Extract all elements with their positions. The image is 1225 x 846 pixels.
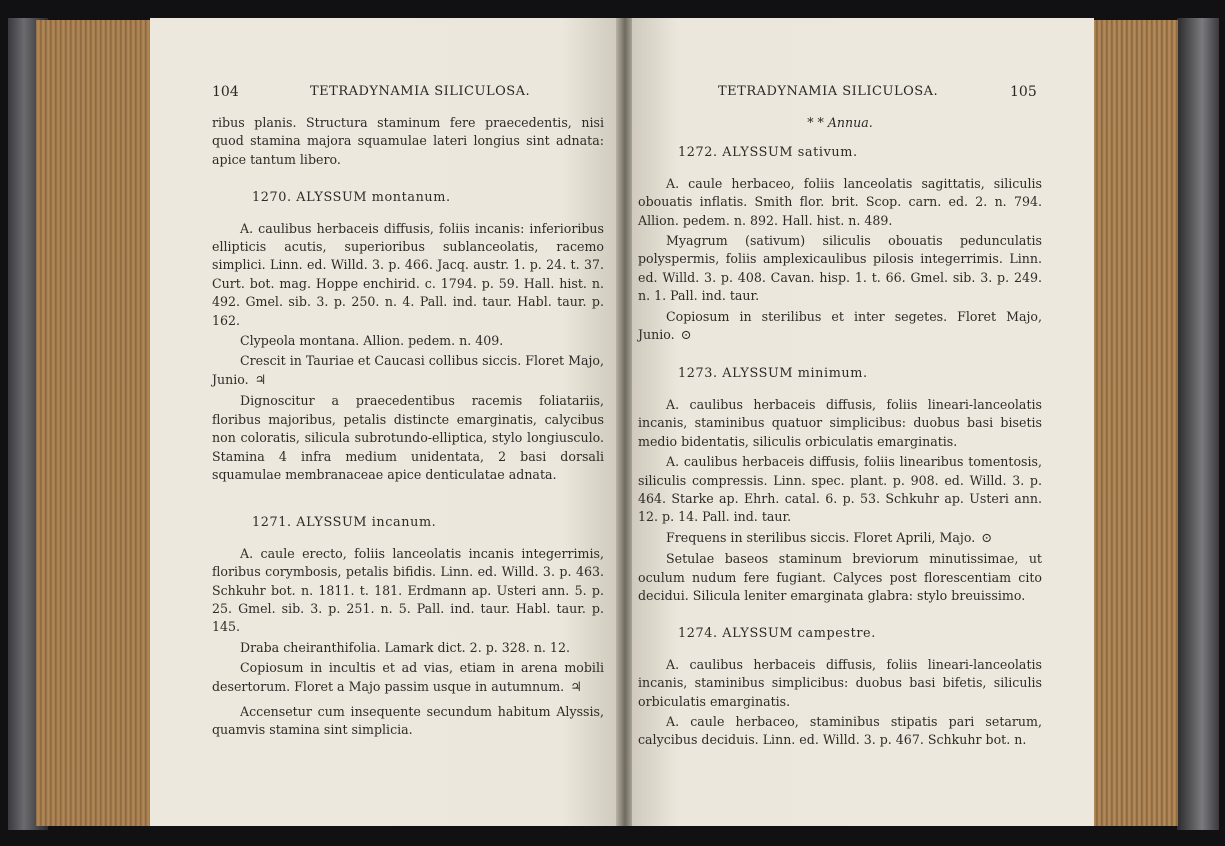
running-head: TETRADYNAMIA SILICULOSA.: [718, 84, 939, 99]
running-head: TETRADYNAMIA SILICULOSA.: [310, 84, 531, 99]
page-number: 104: [212, 84, 239, 100]
paragraph: A. caule erecto, foliis lanceolatis incanis integerrimis, floribus corymbosis, petalis bifidis. Linn. ed. Willd. 3. p. 463. Schkuhr bot. n. 1811. t. 181. Erdmann ap. Usteri ann. 5. p. 25. Gmel. sib. 3. p. 251. n. 5. Pall. ind. taur. Habl. taur. p. 145.: [212, 545, 604, 635]
paragraph-text: Frequens in sterilibus siccis. Floret Aprili, Majo.: [666, 529, 976, 545]
paragraph: [638, 308, 1042, 346]
paragraph: Myagrum (sativum) siliculis obouatis pedunculatis polyspermis, foliis amplexicaulibus pilosis integerrimis. Linn. ed. Willd. 3. p. 408. Cavan. hisp. 1. t. 66. Gmel. sib. 3. p. 249. n. 1. Pall. ind. taur.: [638, 233, 1042, 304]
paragraph: A. caule herbaceo, staminibus stipatis pari setarum, calycibus deciduis. Linn. ed. Willd. 3. p. 467. Schkuhr bot. n.: [638, 713, 1042, 748]
paragraph-text: Crescit in Tauriae et Caucasi collibus siccis. Floret Majo, Junio.: [212, 353, 604, 387]
paragraph: [638, 529, 1042, 548]
annual-symbol: ⊙: [981, 530, 993, 546]
paragraph-text: Copiosum in sterilibus et inter segetes. Floret Majo, Junio.: [638, 308, 1042, 343]
book-cover-right: [1177, 18, 1219, 830]
paragraph: A. caulibus herbaceis diffusis, foliis linearibus tomentosis, siliculis compressis. Linn. spec. plant. p. 908. ed. Willd. 3. p. 464. Starke ap. Ehrh. catal. 6. p. 53. Schkuhr ap. Usteri ann. 12. p. 14. Pall. ind. taur.: [638, 454, 1042, 525]
paragraph: ribus planis. Structura staminum fere praecedentis, nisi quod stamina majora squamulae lateri longius sint adnata: apice tantum libero.: [212, 115, 604, 167]
paragraph: Accensetur cum insequente secundum habitum Alyssis, quamvis stamina sint simplicia.: [212, 703, 604, 738]
page-text: [212, 114, 604, 742]
paragraph: A. caulibus herbaceis diffusis, foliis incanis: inferioribus ellipticis acutis, superioribus sublanceolatis, racemo simplici. Linn. ed. Willd. 3. p. 466. Jacq. austr. 1. p. 24. t. 37. Curt. bot. mag. Hoppe enchirid. c. 1794. p. 59. Hall. hist. n. 492. Gmel. sib. 3. p. 250. n. 4. Pall. ind. taur. Habl. taur. p. 162.: [212, 220, 604, 328]
section-title: * * Annua.: [807, 115, 873, 130]
species-heading: 1272. ALYSSUM sativum.: [678, 145, 858, 161]
species-heading: 1271. ALYSSUM incanum.: [252, 515, 437, 531]
paragraph: [212, 352, 604, 390]
annual-symbol: ⊙: [680, 328, 692, 344]
species-heading: 1270. ALYSSUM montanum.: [252, 190, 451, 206]
paragraph: A. caule herbaceo, foliis lanceolatis sagittatis, siliculis obouatis inflatis. Smith flor. brit. Scop. carn. ed. 2. n. 794. Allion. pedem. n. 892. Hall. hist. n. 489.: [638, 175, 1042, 228]
paragraph: Dignoscitur a praecedentibus racemis foliatariis, floribus majoribus, petalis distincte emarginatis, calycibus non coloratis, silicula subrotundo-elliptica, stylo longiusculo. Stamina 4 infra medium unidentata, 2 basi dorsali squamulae membranaceae apice denticulatae adnata.: [212, 393, 604, 482]
paragraph: Setulae baseos staminum breviorum minutissimae, ut oculum nudum fere fugiant. Calyces post florescentiam cito decidui. Silicula leniter emarginata glabra: stylo breuissimo.: [638, 551, 1042, 603]
species-heading: 1274. ALYSSUM campestre.: [678, 626, 876, 642]
page-number: 105: [1010, 84, 1037, 100]
paragraph: Clypeola montana. Allion. pedem. n. 409.: [240, 333, 504, 349]
page-edges-right: [1092, 20, 1178, 826]
paragraph-text: Copiosum in incultis et ad vias, etiam in arena mobili desertorum. Floret a Majo passim usque in autumnum.: [212, 660, 604, 694]
page-edges-left: [36, 20, 156, 826]
species-heading: 1273. ALYSSUM minimum.: [678, 366, 868, 382]
page-text: [632, 114, 1042, 752]
paragraph: Draba cheiranthifolia. Lamark dict. 2. p. 328. n. 12.: [240, 639, 570, 655]
perennial-symbol: ♃: [570, 679, 582, 695]
paragraph: A. caulibus herbaceis diffusis, foliis lineari-lanceolatis incanis, staminibus quatuor simplicibus: duobus basi bisetis medio bidentatis, siliculis orbiculatis emarginatis.: [638, 396, 1042, 449]
right-page: [632, 18, 1094, 826]
perennial-symbol: ♃: [254, 372, 267, 388]
left-page: [150, 18, 618, 826]
paragraph: A. caulibus herbaceis diffusis, foliis lineari-lanceolatis incanis, staminibus simplicibus: duobus basi bifetis, siliculis orbiculatis emarginatis.: [638, 656, 1042, 709]
paragraph: [212, 659, 604, 697]
